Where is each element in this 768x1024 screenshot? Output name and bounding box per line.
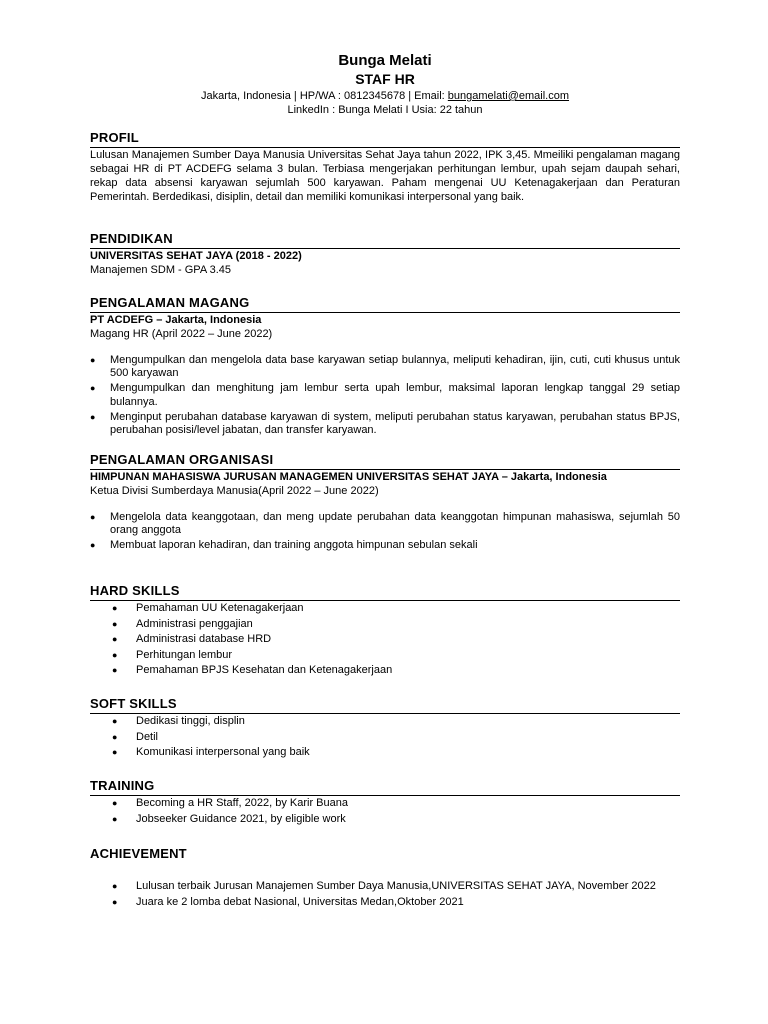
list-item: ● Becoming a HR Staff, 2022, by Karir Buana [90,796,680,812]
contact-line [90,89,680,103]
section-title-profil: PROFIL [90,130,680,148]
education-school: UNIVERSITAS SEHAT JAYA (2018 - 2022) [90,250,302,262]
training-list [90,796,680,827]
section-title-achievement: ACHIEVEMENT [90,846,187,861]
candidate-role: STAF HR [355,71,415,87]
education-major: Manajemen SDM - GPA 3.45 [90,264,232,276]
section-pendidikan [90,231,680,277]
contact-info: Jakarta, Indonesia | HP/WA : 0812345678 | Email: [200,90,448,102]
soft-skills-list [90,714,680,761]
section-training [90,778,680,827]
list-item: ● Mengumpulkan dan mengelola data base karyawan setiap bulannya, meliputi kehadiran, ijin, cuti, cuti khusus untuk 500 karyawan [90,354,680,380]
list-item: ● Dedikasi tinggi, displin [90,714,680,730]
profil-text: Lulusan Manajemen Sumber Daya Manusia Universitas Sehat Jaya tahun 2022, IPK 3,45. Mmeiliki pengalaman magang sebagai HR di PT ACDEFG selama 3 bulan. Terbiasa mengerjakan perhitungan lembur, upah sejam daupah sehari, rekap data absensi karyawan sejumlah 500 karyawan. Paham mengenai UU Ketenagakerjaan dan Peraturan Pemerintah. Berdedikasi, disiplin, detail dan memiliki komunikasi interpersonal yang baik. [90,149,680,203]
list-item: ● Administrasi penggajian [90,617,680,633]
internship-company: PT ACDEFG – Jakarta, Indonesia [90,314,262,326]
list-item: ● Administrasi database HRD [90,632,680,648]
list-item: ● Lulusan terbaik Jurusan Manajemen Sumber Daya Manusia,UNIVERSITAS SEHAT JAYA, November 2022 [90,879,680,895]
hard-skills-list [90,601,680,679]
section-title-organisasi: PENGALAMAN ORGANISASI [90,452,680,470]
section-title-training: TRAINING [90,778,680,796]
list-item: ● Jobseeker Guidance 2021, by eligible work [90,812,680,828]
list-item: ● Detil [90,730,680,746]
internship-duties [90,354,680,437]
internship-position: Magang HR (April 2022 – June 2022) [90,328,273,340]
candidate-name: Bunga Melati [338,52,432,69]
organization-position: Ketua Divisi Sumberdaya Manusia(April 2022 – June 2022) [90,485,379,497]
list-item: ● Perhitungan lembur [90,648,680,664]
section-organisasi [90,452,680,555]
linkedin-age-line: LinkedIn : Bunga Melati I Usia: 22 tahun [287,104,483,116]
section-soft-skills [90,696,680,761]
organization-name: HIMPUNAN MAHASISWA JURUSAN MANAGEMEN UNIVERSITAS SEHAT JAYA – Jakarta, Indonesia [90,471,607,483]
list-item: ● Membuat laporan kehadiran, dan training anggota himpunan sebulan sekali [90,539,680,552]
email-link[interactable]: bungamelati@email.com [447,90,570,102]
section-profil [90,130,680,204]
achievement-list [90,879,680,910]
list-item: ● Mengumpulkan dan menghitung jam lembur serta upah lembur, maksimal laporan lengkap tanggal 29 setiap bulannya. [90,382,680,408]
list-item: ● Mengelola data keanggotaan, dan meng update perubahan data keanggotan himpunan mahasiswa, sejumlah 50 orang anggota [90,511,680,537]
section-hard-skills [90,583,680,679]
section-magang [90,295,680,439]
section-title-hard-skills: HARD SKILLS [90,583,680,601]
section-title-soft-skills: SOFT SKILLS [90,696,680,714]
list-item: ● Pemahaman BPJS Kesehatan dan Ketenagakerjaan [90,663,680,679]
section-title-pendidikan: PENDIDIKAN [90,231,680,249]
section-title-magang: PENGALAMAN MAGANG [90,295,680,313]
list-item: ● Pemahaman UU Ketenagakerjaan [90,601,680,617]
list-item: ● Juara ke 2 lomba debat Nasional, Universitas Medan,Oktober 2021 [90,895,680,911]
list-item: ● Menginput perubahan database karyawan di system, meliputi perubahan status karyawan, perubahan status BPJS, perubahan posisi/level jabatan, dan transfer karyawan. [90,411,680,437]
list-item: ● Komunikasi interpersonal yang baik [90,745,680,761]
section-achievement [90,846,680,910]
organization-duties [90,511,680,553]
